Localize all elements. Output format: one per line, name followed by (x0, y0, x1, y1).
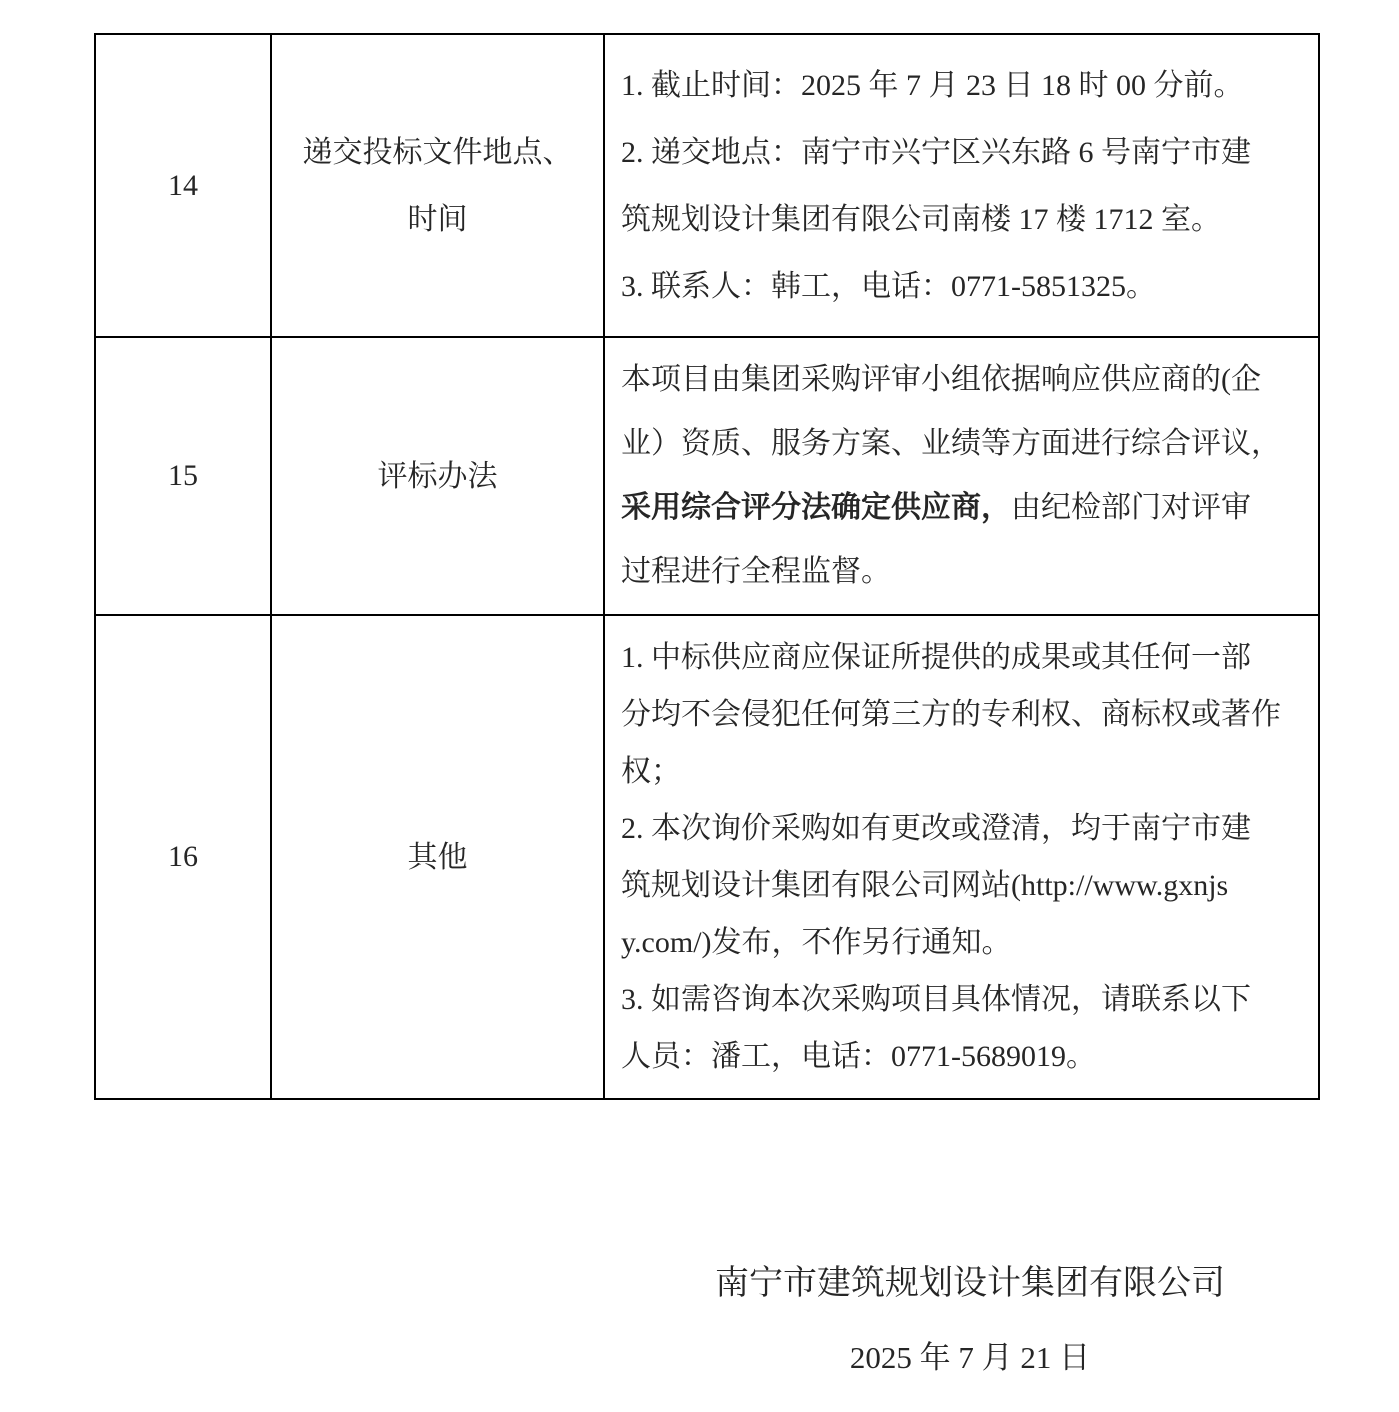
row-number-cell: 14 (95, 34, 271, 337)
row-label-line: 时间 (407, 202, 468, 236)
content-line: 2. 递交地点：南宁市兴宁区兴东路 6 号南宁市建 (621, 135, 1251, 169)
row-number-cell: 16 (95, 615, 271, 1099)
row-label-line: 递交投标文件地点、 (302, 135, 573, 169)
content-line: 筑规划设计集团有限公司网站(http://www.gxnjs (621, 869, 1229, 902)
content-line: 1. 中标供应商应保证所提供的成果或其任何一部 (621, 641, 1251, 674)
bold-text-segment: 采用综合评分法确定供应商， (621, 491, 1011, 524)
content-line: 筑规划设计集团有限公司南楼 17 楼 1712 室。 (621, 202, 1221, 236)
content-line: 1. 截止时间：2025 年 7 月 23 日 18 时 00 分前。 (621, 68, 1244, 102)
footer-date: 2025 年 7 月 21 日 (849, 1340, 1091, 1375)
row-number-cell: 15 (95, 337, 271, 615)
content-line: 权； (621, 755, 681, 788)
table-row (95, 615, 1319, 1099)
content-line: 本项目由集团采购评审小组依据响应供应商的(企 (621, 363, 1261, 396)
content-line: 3. 如需咨询本次采购项目具体情况，请联系以下 (621, 983, 1251, 1016)
row-content-cell (604, 337, 1319, 615)
footer-company-name: 南宁市建筑规划设计集团有限公司 (715, 1265, 1225, 1302)
table-body (95, 34, 1319, 1099)
content-line: 人员：潘工，电话：0771-5689019。 (621, 1040, 1096, 1073)
row-label-line: 评标办法 (377, 459, 498, 493)
row-content-cell (604, 615, 1319, 1099)
content-line: y.com/)发布，不作另行通知。 (621, 926, 1012, 959)
row-label-cell (271, 34, 604, 337)
content-line: 分均不会侵犯任何第三方的专利权、商标权或著作 (621, 698, 1281, 731)
row-label-cell (271, 337, 604, 615)
content-line: 采用综合评分法确定供应商，由纪检部门对评审 (621, 491, 1251, 524)
content-line: 过程进行全程监督。 (621, 555, 891, 588)
content-line: 2. 本次询价采购如有更改或澄清，均于南宁市建 (621, 812, 1251, 845)
procurement-notice-table (94, 33, 1320, 1100)
row-label-line: 其他 (407, 840, 468, 874)
table-row (95, 337, 1319, 615)
row-label-cell (271, 615, 604, 1099)
content-line: 3. 联系人：韩工，电话：0771-5851325。 (621, 269, 1156, 303)
table-row (95, 34, 1319, 337)
content-line: 业）资质、服务方案、业绩等方面进行综合评议， (621, 427, 1281, 460)
row-content-cell (604, 34, 1319, 337)
